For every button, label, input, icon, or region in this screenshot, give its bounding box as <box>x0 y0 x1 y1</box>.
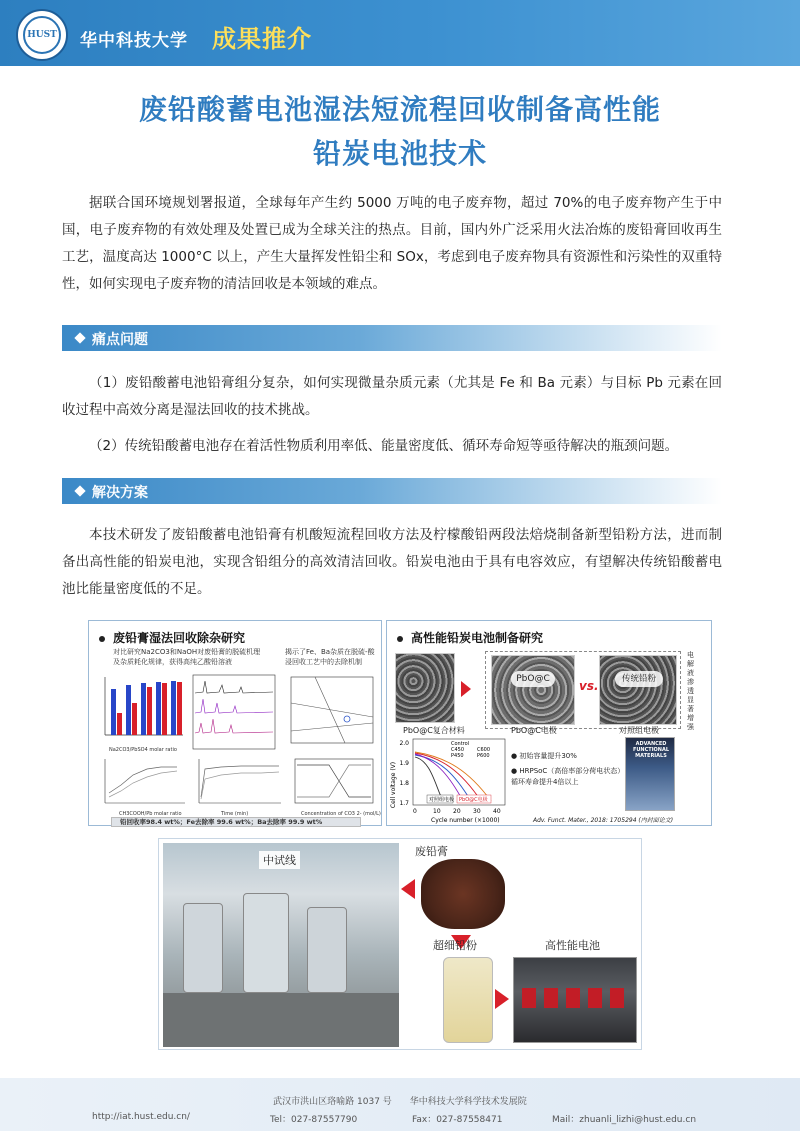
result-box <box>111 817 361 827</box>
arrow-right-icon <box>461 681 471 697</box>
floor <box>163 993 399 1047</box>
xrd-pattern-graphic <box>189 673 279 755</box>
label-waste-paste-title: 废铅膏 <box>415 845 448 858</box>
axis-label: Time (min) <box>221 811 249 817</box>
journal-cover-title: ADVANCED FUNCTIONAL MATERIALS <box>632 741 670 759</box>
battery-unit <box>544 988 558 1008</box>
fraction-curve-graphic <box>289 757 377 811</box>
legend-c450: C450 <box>451 747 465 753</box>
citation: Adv. Funct. Mater., 2018: 1705294 (内封面论文) <box>533 817 674 824</box>
reactor-tank <box>307 907 347 993</box>
intro-paragraph: 据联合国环境规划署报道，全球每年产生约 5000 万吨的电子废弃物，超过 70%的电子废弃物产生于中国，电子废弃物的有效处理及处置已成为全球关注的热点。目前，国内外广泛采用火法冶炼的废铅膏回收再生工艺，温度高达 1000°C 以上，产生大量挥发性铅尘和 SOx，考虑到电子废弃物具有资源性和污染性的双重特性，如何实现电子废弃物的清洁回收是本领域的难点。 <box>62 195 722 292</box>
recovery-curve-graphic-2 <box>191 757 283 811</box>
x-tick: 10 <box>433 808 441 815</box>
university-name: 华中科技大学 <box>80 31 188 51</box>
label-high-performance-battery: 高性能电池 <box>545 939 600 952</box>
figure-wet-recovery <box>88 620 382 826</box>
pain-point-1: （1）废铅酸蓄电池铅膏组分复杂，如何实现微量杂质元素（尤其是 Fe 和 Ba 元素）与目标 Pb 元素在回收过程中高效分离是湿法回收的技术挑战。 <box>62 375 722 418</box>
arrow-right-icon <box>495 989 509 1009</box>
section-label: 解决方案 <box>92 485 148 501</box>
logo-emblem: HUST <box>23 16 61 54</box>
pilot-line-photo <box>163 843 399 1047</box>
promo-title: 成果推介 <box>212 25 312 53</box>
footer-tel: Tel：027-87557790 <box>270 1115 358 1125</box>
bullet-dot-icon <box>397 636 403 642</box>
bar-chart-graphic <box>97 673 187 745</box>
y-axis-label: Cell voltage (V) <box>390 761 397 809</box>
sem-image-pboc-electrode <box>491 655 575 725</box>
section-header-pain-points <box>62 325 722 351</box>
battery-unit <box>522 988 536 1008</box>
label-ultrafine-powder: 超细铅粉 <box>433 939 477 952</box>
figure-title: 废铅膏湿法回收除杂研究 <box>99 629 245 646</box>
x-tick: 0 <box>413 808 417 815</box>
solution-paragraph: 本技术研发了废铅酸蓄电池铅膏有机酸短流程回收方法及柠檬酸铅两段法焙烧制备新型铅粉方法，进而制备出高性能的铅炭电池，实现含铅组分的高效清洁回收。铅炭电池由于具有电容效应，有望解决传统铅酸蓄电池比能量密度低的不足。 <box>62 527 722 597</box>
header-banner <box>0 0 800 66</box>
diamond-icon <box>74 332 85 343</box>
title-line-1: 废铅酸蓄电池湿法短流程回收制备高性能 <box>138 93 661 126</box>
pourbaix-diagram-graphic <box>285 673 377 749</box>
cycling-chart <box>391 735 509 825</box>
caption-control-electrode: 对照组电极 <box>619 726 659 735</box>
arrow-left-icon <box>401 879 415 899</box>
legend-p450: P450 <box>451 753 464 759</box>
battery-photo <box>513 957 637 1043</box>
label-traditional: 传统铅粉 <box>615 671 663 687</box>
legend-control: Control <box>451 741 470 747</box>
x-tick: 30 <box>473 808 481 815</box>
chart-label-pboc: PbO@C电极 <box>459 797 488 803</box>
chart-label-control: 对照组电极 <box>429 797 455 803</box>
legend-p600: P600 <box>477 753 490 759</box>
figure-title: 高性能铅炭电池制备研究 <box>397 629 543 646</box>
result-text: 铅回收率98.4 wt%；Fe去除率 99.6 wt%；Ba去除率 99.9 wt% <box>120 818 323 826</box>
figure-note-1: 对比研究Na2CO3和NaOH对废铅膏的脱硫机理及杂质耗化规律，获得高纯乙酸铅溶液 <box>113 648 261 666</box>
y-tick: 2.0 <box>399 740 409 747</box>
bullet-cycle-life: ● HRPSoC（高倍率部分荷电状态）循环寿命提升4倍以上 <box>511 767 621 786</box>
section-header-solution <box>62 478 722 504</box>
university-logo <box>16 9 68 61</box>
x-tick: 40 <box>493 808 501 815</box>
footer-mail[interactable]: Mail：zhuanli_lizhi@hust.edu.cn <box>552 1115 697 1125</box>
reactor-tank <box>183 903 223 993</box>
journal-cover-image <box>625 737 675 811</box>
page-title <box>0 88 800 176</box>
y-tick: 1.9 <box>399 760 409 767</box>
axis-label: Concentration of CO3 2- (mol/L) <box>301 811 381 817</box>
axis-label: CH3COOH/Pb molar ratio <box>119 811 182 817</box>
label-pboc: PbO@C <box>511 671 555 687</box>
sem-image-traditional-electrode <box>599 655 677 725</box>
title-line-2: 铅炭电池技术 <box>312 137 487 170</box>
legend-c600: C600 <box>477 747 491 753</box>
diamond-icon <box>74 485 85 496</box>
recovery-curve-graphic-1 <box>97 757 187 811</box>
battery-unit <box>588 988 602 1008</box>
vs-label: vs. <box>579 679 599 693</box>
battery-unit <box>566 988 580 1008</box>
footer-fax: Fax：027-87558471 <box>412 1115 503 1125</box>
figure-note-2: 揭示了Fe、Ba杂质在脱硫-酸浸回收工艺中的去除机制 <box>285 648 375 666</box>
bullet-capacity: ● 初始容量提升30% <box>511 752 577 760</box>
waste-paste-photo <box>421 859 505 929</box>
performance-bullets <box>511 751 621 788</box>
footer-address: 武汉市洪山区珞喻路 1037 号 华中科技大学科学技术发展院 <box>273 1097 527 1107</box>
section-label: 痛点问题 <box>92 332 148 348</box>
caption-pboc-electrode: PbO@C电极 <box>511 726 557 735</box>
footer-url[interactable]: http://iat.hust.edu.cn/ <box>92 1112 190 1122</box>
reactor-tank <box>243 893 289 993</box>
figure-lead-carbon-battery <box>386 620 712 826</box>
footer <box>0 1078 800 1131</box>
pain-point-2: （2）传统铅酸蓄电池存在着活性物质利用率低、能量密度低、循环寿命短等亟待解决的瓶颈问题。 <box>89 438 679 454</box>
label-pilot-line: 中试线 <box>259 851 300 869</box>
axis-label: Na2CO3/PbSO4 molar ratio <box>109 747 177 753</box>
y-tick: 1.8 <box>399 780 409 787</box>
bullet-dot-icon <box>99 636 105 642</box>
sem-image-composite <box>395 653 455 723</box>
y-tick: 1.7 <box>399 800 409 807</box>
caption-composite: PbO@C复合材料 <box>403 726 465 735</box>
figure-pilot-line <box>158 838 642 1050</box>
battery-unit <box>610 988 624 1008</box>
side-note: 电解液渗透显著增强 <box>687 651 694 731</box>
x-tick: 20 <box>453 808 461 815</box>
x-axis-label: Cycle number (×1000) <box>431 817 500 824</box>
ultrafine-powder-photo <box>443 957 493 1043</box>
